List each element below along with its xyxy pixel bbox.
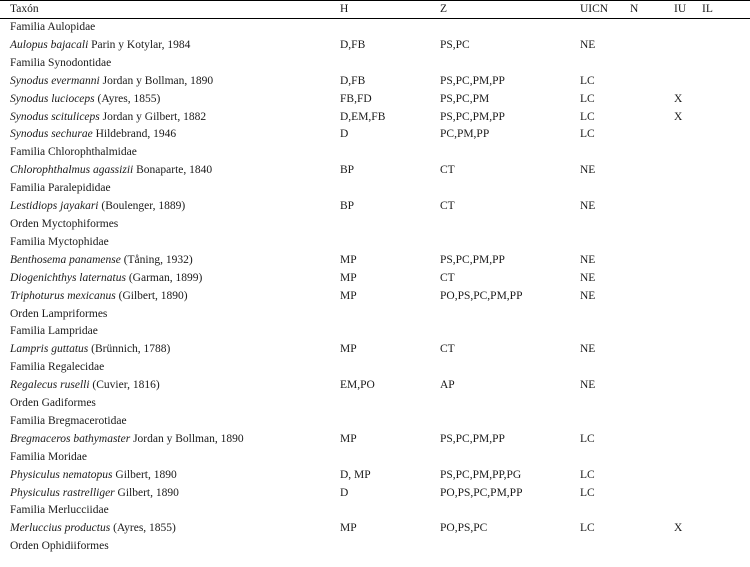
iu-cell	[674, 431, 702, 449]
iu-cell	[674, 252, 702, 270]
iu-cell	[674, 73, 702, 91]
species-authority: Hildebrand, 1946	[92, 128, 177, 141]
iu-cell: X	[674, 522, 683, 535]
group-label: Familia Moridae	[10, 450, 87, 463]
taxon-cell	[0, 520, 340, 538]
il-cell	[702, 431, 750, 449]
group-row	[0, 502, 750, 520]
species-authority: Gilbert, 1890	[114, 486, 179, 499]
il-cell	[702, 377, 750, 395]
group-row	[0, 359, 750, 377]
table-row	[0, 288, 750, 306]
n-cell	[630, 485, 674, 503]
zone-cell: PO,PS,PC,PM,PP	[440, 486, 523, 499]
table-row	[0, 198, 750, 216]
table-row	[0, 431, 750, 449]
zone-cell: PS,PC,PM,PP	[440, 253, 505, 266]
habitat-cell: BP	[340, 164, 355, 177]
uicn-cell: LC	[580, 110, 595, 123]
il-cell	[702, 126, 750, 144]
zone-cell: CT	[440, 271, 455, 284]
iu-cell	[674, 288, 702, 306]
il-cell	[702, 252, 750, 270]
uicn-cell: LC	[580, 74, 595, 87]
table-row	[0, 485, 750, 503]
zone-cell: PS,PC,PM,PP	[440, 432, 505, 445]
habitat-cell: MP	[340, 271, 357, 284]
zone-cell: CT	[440, 343, 455, 356]
species-name: Bregmaceros bathymaster	[10, 432, 131, 445]
uicn-cell: NE	[580, 289, 596, 302]
iu-cell	[674, 37, 702, 55]
il-cell	[702, 109, 750, 127]
n-cell	[630, 126, 674, 144]
group-row	[0, 449, 750, 467]
header-row	[0, 1, 750, 19]
habitat-cell: BP	[340, 200, 355, 213]
species-authority: Jordan y Bollman, 1890	[130, 432, 244, 445]
il-cell	[702, 288, 750, 306]
taxon-cell	[0, 377, 340, 395]
uicn-cell: NE	[580, 253, 596, 266]
group-label: Familia Merlucciidae	[10, 504, 109, 517]
species-authority: Jordan y Bollman, 1890	[99, 74, 214, 87]
n-cell	[630, 377, 674, 395]
habitat-cell: MP	[340, 289, 357, 302]
species-name: Lestidiops jayakari	[10, 200, 99, 213]
group-row	[0, 55, 750, 73]
n-cell	[630, 252, 674, 270]
habitat-cell: MP	[340, 343, 357, 356]
group-label: Familia Aulopidae	[10, 21, 96, 33]
header-h: H	[340, 3, 349, 15]
uicn-cell: NE	[580, 200, 596, 213]
taxon-cell	[0, 341, 340, 359]
uicn-cell: LC	[580, 432, 595, 445]
table-row	[0, 109, 750, 127]
n-cell	[630, 467, 674, 485]
iu-cell	[674, 270, 702, 288]
table-body	[0, 19, 750, 557]
header-il: IL	[702, 3, 713, 15]
uicn-cell: NE	[580, 379, 596, 392]
table-row	[0, 520, 750, 538]
group-label: Familia Regalecidae	[10, 361, 105, 374]
taxon-cell	[0, 270, 340, 288]
habitat-cell: D	[340, 486, 349, 499]
n-cell	[630, 37, 674, 55]
species-name: Aulopus bajacali	[10, 38, 89, 51]
group-label: Orden Lampriformes	[10, 307, 108, 320]
uicn-cell: LC	[580, 486, 595, 499]
species-authority: Bonaparte, 1840	[133, 164, 213, 177]
habitat-cell: MP	[340, 522, 357, 535]
species-name: Diogenichthys laternatus	[10, 271, 126, 284]
taxon-cell	[0, 109, 340, 127]
header-iu: IU	[674, 3, 687, 15]
il-cell	[702, 73, 750, 91]
zone-cell: PS,PC,PM,PP	[440, 110, 505, 123]
n-cell	[630, 73, 674, 91]
header-n: N	[630, 3, 639, 15]
group-row	[0, 234, 750, 252]
iu-cell	[674, 467, 702, 485]
zone-cell: AP	[440, 379, 455, 392]
species-name: Merluccius productus	[10, 522, 111, 535]
species-name: Lampris guttatus	[10, 343, 89, 356]
table-row	[0, 37, 750, 55]
group-label: Familia Chlorophthalmidae	[10, 146, 137, 159]
group-label: Orden Gadiformes	[10, 397, 96, 410]
taxon-cell	[0, 431, 340, 449]
species-name: Synodus sechurae	[10, 128, 93, 141]
uicn-cell: NE	[580, 38, 596, 51]
group-row	[0, 180, 750, 198]
species-name: Regalecus ruselli	[10, 379, 90, 392]
il-cell	[702, 341, 750, 359]
iu-cell	[674, 341, 702, 359]
il-cell	[702, 198, 750, 216]
habitat-cell: EM,PO	[340, 379, 375, 392]
habitat-cell: D,FB	[340, 38, 366, 51]
group-label: Familia Myctophidae	[10, 235, 109, 248]
zone-cell: CT	[440, 200, 455, 213]
zone-cell: PO,PS,PC,PM,PP	[440, 289, 523, 302]
species-name: Physiculus nematopus	[10, 468, 113, 481]
taxon-cell	[0, 485, 340, 503]
table-row	[0, 270, 750, 288]
il-cell	[702, 485, 750, 503]
group-row	[0, 216, 750, 234]
n-cell	[630, 109, 674, 127]
group-label: Familia Synodontidae	[10, 56, 112, 69]
iu-cell	[674, 126, 702, 144]
taxon-cell	[0, 288, 340, 306]
uicn-cell: LC	[580, 522, 595, 535]
habitat-cell: D,FB	[340, 74, 366, 87]
table-row	[0, 377, 750, 395]
taxon-cell	[0, 252, 340, 270]
n-cell	[630, 431, 674, 449]
il-cell	[702, 270, 750, 288]
group-label: Orden Myctophiformes	[10, 217, 119, 230]
uicn-cell: NE	[580, 271, 596, 284]
habitat-cell: MP	[340, 432, 357, 445]
taxon-cell	[0, 467, 340, 485]
n-cell	[630, 198, 674, 216]
species-authority: (Cuvier, 1816)	[89, 379, 160, 392]
species-name: Physiculus rastrelliger	[10, 486, 115, 499]
uicn-cell: LC	[580, 92, 595, 105]
zone-cell: PS,PC	[440, 38, 470, 51]
taxon-cell	[0, 198, 340, 216]
habitat-cell: MP	[340, 253, 357, 266]
species-authority: (Gilbert, 1890)	[115, 289, 188, 302]
n-cell	[630, 341, 674, 359]
group-label: Familia Paralepididae	[10, 182, 111, 195]
taxon-cell	[0, 91, 340, 109]
habitat-cell: FB,FD	[340, 92, 372, 105]
taxon-cell	[0, 73, 340, 91]
group-row	[0, 323, 750, 341]
species-name: Chlorophthalmus agassizii	[10, 164, 134, 177]
species-name: Benthosema panamense	[10, 253, 121, 266]
header-z: Z	[440, 3, 448, 15]
table-row	[0, 341, 750, 359]
habitat-cell: D,EM,FB	[340, 110, 386, 123]
species-authority: (Tåning, 1932)	[120, 253, 193, 266]
uicn-cell: LC	[580, 128, 595, 141]
il-cell	[702, 91, 750, 109]
iu-cell	[674, 198, 702, 216]
zone-cell: PS,PC,PM,PP	[440, 74, 505, 87]
table-row	[0, 126, 750, 144]
uicn-cell: NE	[580, 343, 596, 356]
n-cell	[630, 162, 674, 180]
table-row	[0, 91, 750, 109]
species-name: Synodus evermanni	[10, 74, 100, 87]
table-row	[0, 73, 750, 91]
iu-cell	[674, 162, 702, 180]
zone-cell: PO,PS,PC	[440, 522, 488, 535]
group-row	[0, 538, 750, 556]
iu-cell: X	[674, 110, 683, 123]
species-name: Synodus scituliceps	[10, 110, 100, 123]
habitat-cell: D, MP	[340, 468, 371, 481]
species-authority: (Ayres, 1855)	[94, 92, 161, 105]
group-row	[0, 306, 750, 324]
n-cell	[630, 288, 674, 306]
group-row	[0, 144, 750, 162]
iu-cell	[674, 377, 702, 395]
n-cell	[630, 91, 674, 109]
n-cell	[630, 520, 674, 538]
group-row	[0, 413, 750, 431]
il-cell	[702, 520, 750, 538]
table-row	[0, 252, 750, 270]
species-authority: Jordan y Gilbert, 1882	[99, 110, 207, 123]
species-authority: (Ayres, 1855)	[110, 522, 176, 535]
species-authority: (Garman, 1899)	[125, 271, 203, 284]
header-taxon: Taxón	[10, 3, 39, 15]
species-authority: Parin y Kotylar, 1984	[88, 38, 191, 51]
group-row	[0, 19, 750, 37]
group-label: Orden Ophidiiformes	[10, 540, 109, 553]
table-row	[0, 162, 750, 180]
il-cell	[702, 162, 750, 180]
species-name: Triphoturus mexicanus	[10, 289, 116, 302]
zone-cell: PC,PM,PP	[440, 128, 490, 141]
taxon-cell	[0, 37, 340, 55]
habitat-cell: D	[340, 128, 349, 141]
species-authority: (Brünnich, 1788)	[88, 343, 171, 356]
taxon-cell	[0, 126, 340, 144]
species-authority: Gilbert, 1890	[112, 468, 177, 481]
zone-cell: PS,PC,PM	[440, 92, 490, 105]
header-uicn: UICN	[580, 3, 609, 15]
il-cell	[702, 37, 750, 55]
zone-cell: CT	[440, 164, 455, 177]
iu-cell	[674, 485, 702, 503]
uicn-cell: LC	[580, 468, 595, 481]
group-row	[0, 395, 750, 413]
group-label: Familia Bregmacerotidae	[10, 414, 127, 427]
taxon-cell	[0, 162, 340, 180]
species-authority: (Boulenger, 1889)	[98, 200, 186, 213]
group-label: Familia Lampridae	[10, 325, 98, 338]
il-cell	[702, 467, 750, 485]
species-name: Synodus lucioceps	[10, 92, 95, 105]
table-row	[0, 467, 750, 485]
zone-cell: PS,PC,PM,PP,PG	[440, 468, 522, 481]
uicn-cell: NE	[580, 164, 596, 177]
iu-cell: X	[674, 92, 683, 105]
n-cell	[630, 270, 674, 288]
